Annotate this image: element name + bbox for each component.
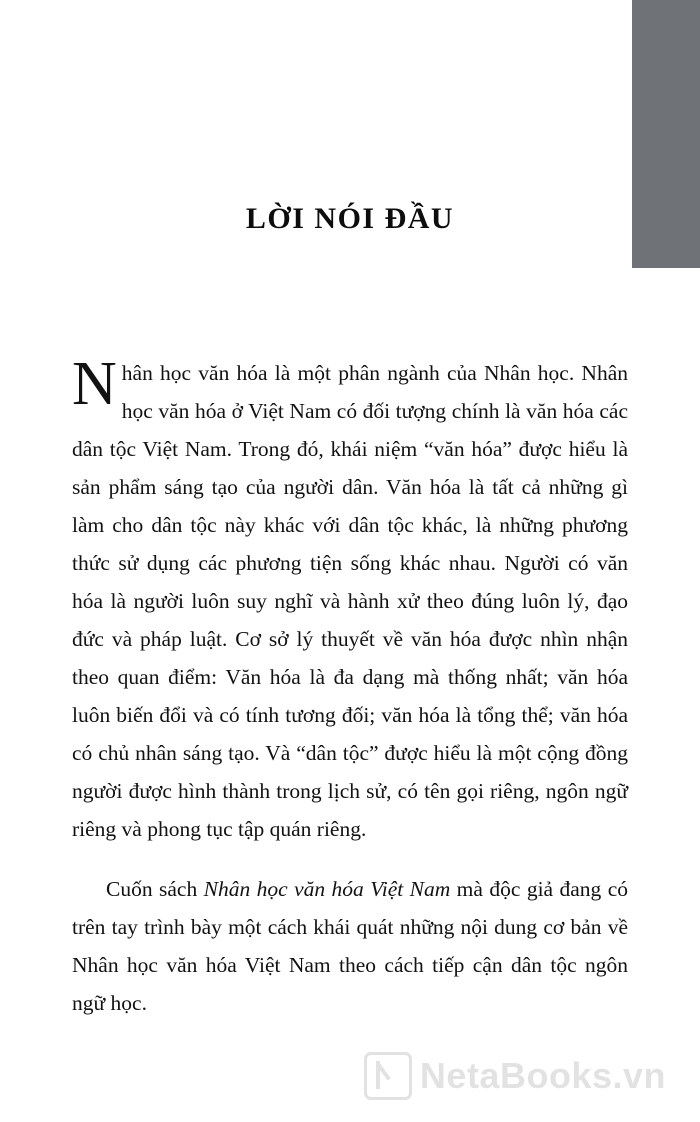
referenced-book-title: Nhân học văn hóa Việt Nam xyxy=(203,877,451,901)
paragraph-2-after: mà độc giả đang có trên tay trình bày một cách khái quát những nội dung cơ bản về Nhân học văn hóa Việt Nam theo cách tiếp cận dân tộc ngôn ngữ học. xyxy=(72,877,628,1015)
paragraph-2-before: Cuốn sách xyxy=(106,877,204,901)
watermark-text: NetaBooks.vn xyxy=(419,1055,666,1096)
body-copy xyxy=(72,350,628,1022)
paragraph-1: Nhân học văn hóa là một phân ngành của Nhân học. Nhân học văn hóa ở Việt Nam có đối tượng chính là văn hóa các dân tộc Việt Nam. Trong đó, khái niệm “văn hóa” được hiểu là sản phẩm sáng tạo của người dân. Văn hóa là tất cả những gì làm cho dân tộc này khác với dân tộc khác, là những phương thức sử dụng các phương tiện sống khác nhau. Người có văn hóa là người luôn suy nghĩ và hành xử theo đúng luôn lý, đạo đức và pháp luật. Cơ sở lý thuyết về văn hóa được nhìn nhận theo quan điểm: Văn hóa là đa dạng mà thống nhất; văn hóa luôn biến đổi và có tính tương đối; văn hóa là tổng thể; văn hóa có chủ nhân sáng tạo. Và “dân tộc” được hiểu là một cộng đồng người được hình thành trong lịch sử, có tên gọi riêng, ngôn ngữ riêng và phong tục tập quán riêng. xyxy=(72,350,628,841)
page-title: LỜI NÓI ĐẦU xyxy=(245,202,455,235)
paragraph-2 xyxy=(72,870,628,1022)
